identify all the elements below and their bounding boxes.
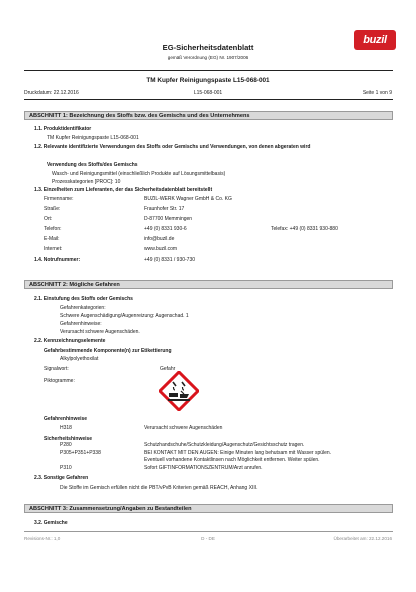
hazard-text-h318: Verursacht schwere Augenschäden — [144, 425, 223, 431]
footer-country: D - DE — [201, 536, 215, 541]
product-name: TM Kupfer Reinigungspaste L15-068-001 — [146, 77, 270, 84]
buzil-logo: buzil — [354, 30, 396, 50]
supplier-label-email: E-Mail: — [44, 236, 60, 242]
s23-title: 2.3. Sonstige Gefahren — [34, 475, 89, 481]
supplier-value-email: info@buzil.de — [144, 236, 175, 242]
hazard-title: Gefahrenhinweise — [44, 416, 88, 422]
s11-value: TM Kupfer Reinigungspaste L15-068-001 — [47, 135, 139, 141]
s12-value-2: Prozesskategorien [PROC]: 10 — [52, 179, 121, 185]
section-3-heading: ABSCHNITT 3: Zusammensetzung/Angaben zu Bestandteilen — [24, 504, 393, 513]
print-date: Druckdatum: 22.12.2016 — [24, 90, 79, 96]
product-code: L15-068-001 — [193, 90, 223, 96]
s11-title: 1.1. Produktidentifikator — [34, 126, 92, 132]
s12-value-1: Wasch- und Reinigungsmittel (einschließlich Produkte auf Lösungsmittelbasis) — [52, 171, 226, 177]
supplier-value-city: D-87700 Memmingen — [144, 216, 193, 222]
supplier-label-company: Firmenname: — [44, 196, 74, 202]
section-2-heading: ABSCHNITT 2: Mögliche Gefahren — [24, 280, 393, 289]
document-title: EG-Sicherheitsdatenblatt — [162, 43, 254, 52]
safety-text-p305-cont: Eventuell vorhandene Kontaktlinsen nach Möglichkeit entfernen. Weiter spülen. — [144, 457, 320, 463]
footer-revised-date: Überarbeitet am: 22.12.2016 — [333, 536, 392, 541]
supplier-value-street: Fraunhofer Str. 17 — [144, 206, 185, 212]
signal-word-value: Gefahr — [160, 366, 176, 372]
supplier-value-company: BUZIL-WERK Wagner GmbH & Co. KG — [144, 196, 232, 202]
s23-value: Die Stoffe im Gemisch erfüllen nicht die PBT/vPvB Kriterien gemäß REACH, Anhang XIII. — [60, 485, 258, 491]
safety-title: Sicherheitshinweise — [44, 436, 93, 442]
s12-subtitle: Verwendung des Stoffs/des Gemischs — [47, 162, 138, 168]
section-1-heading: ABSCHNITT 1: Bezeichnung des Stoffs bzw. des Gemischs und des Unternehmens — [24, 111, 393, 120]
corrosion-pictogram-icon — [159, 371, 199, 411]
s21-line-4: Verursacht schwere Augenschäden. — [60, 329, 140, 335]
s21-line-2: Schwere Augenschädigung/Augenreizung: Augenschad. 1 — [60, 313, 189, 319]
s14-title: 1.4. Notrufnummer: — [34, 257, 81, 263]
header-top-rule — [24, 70, 393, 71]
s22-component: Alkylpolyethoxilat — [60, 356, 99, 362]
safety-code-p280: P280 — [60, 442, 72, 448]
safety-text-p305: BEI KONTAKT MIT DEN AUGEN: Einige Minuten lang behutsam mit Wasser spülen. — [144, 450, 332, 456]
footer-revision: Revisions-Nr.: 1,0 — [24, 536, 61, 541]
regulation-text: gemäß Verordnung (EG) Nr. 1907/2006 — [167, 55, 249, 60]
s21-line-1: Gefahrenkategorien: — [60, 305, 106, 311]
s22-subtitle: Gefahrbestimmende Komponente(n) zur Etikettierung — [44, 348, 172, 354]
s14-value: +49 (0) 8331 / 930-730 — [144, 257, 196, 263]
signal-word-label: Signalwort: — [44, 366, 69, 372]
s22-title: 2.2. Kennzeichnungselemente — [34, 338, 106, 344]
pictogram-label: Piktogramme: — [44, 378, 75, 384]
safety-code-p305: P305+P351+P338 — [60, 450, 101, 456]
s21-line-3: Gefahrenhinweise: — [60, 321, 102, 327]
safety-text-p280: Schutzhandschuhe/Schutzkleidung/Augenschutz/Gesichtsschutz tragen. — [144, 442, 305, 448]
supplier-label-street: Straße: — [44, 206, 61, 212]
footer-rule — [24, 531, 393, 532]
supplier-value-internet: www.buzil.com — [144, 246, 178, 252]
s21-title: 2.1. Einstufung des Stoffs oder Gemischs — [34, 296, 133, 302]
safety-text-p310: Sofort GIFTINFORMATIONSZENTRUM/Arzt anrufen. — [144, 465, 263, 471]
supplier-value-phone: +49 (0) 8331 930-6 — [144, 226, 187, 232]
s12-title: 1.2. Relevante identifizierte Verwendungen des Stoffs oder Gemischs und Verwendungen, von denen abgeraten wird — [34, 144, 311, 150]
page-number: Seite 1 von 9 — [362, 90, 392, 96]
header-bottom-rule — [24, 99, 393, 100]
s32-title: 3.2. Gemische — [34, 520, 68, 526]
supplier-label-city: Ort: — [44, 216, 53, 222]
supplier-label-internet: Internet: — [44, 246, 63, 252]
safety-code-p310: P310 — [60, 465, 72, 471]
supplier-fax: Telefax: +49 (0) 8331 930-880 — [271, 226, 338, 232]
hazard-code-h318: H318 — [60, 425, 72, 431]
s13-title: 1.3. Einzelheiten zum Lieferanten, der das Sicherheitsdatenblatt bereitstellt — [34, 187, 213, 193]
supplier-label-phone: Telefon: — [44, 226, 62, 232]
